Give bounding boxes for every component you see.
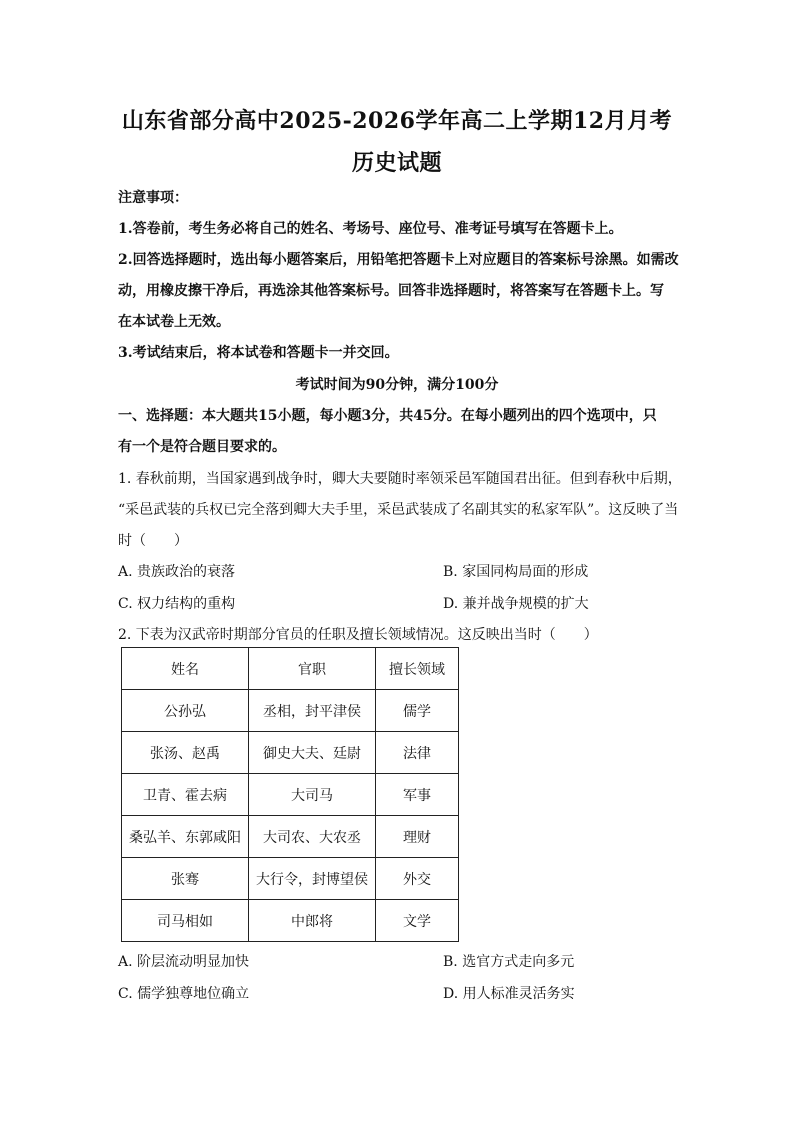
- table-row: [122, 816, 459, 858]
- section-1-line-2: 有一个是符合题目要求的。: [118, 439, 286, 455]
- notice-item-2-line-2: 动，用橡皮擦干净后，再选涂其他答案标号。回答非选择题时，将答案写在答题卡上。写: [118, 283, 664, 299]
- question-1-line-2: “采邑武装的兵权已完全落到卿大夫手里，采邑武装成了名副其实的私家军队”。这反映了当: [118, 502, 679, 518]
- table-cell: 理财: [376, 816, 459, 858]
- table-cell: 中郎将: [249, 900, 376, 942]
- table-header: 官职: [249, 648, 376, 690]
- table-cell: 大司马: [249, 774, 376, 816]
- table-header: 擅长领域: [376, 648, 459, 690]
- section-1-line-1: 一、选择题：本大题共15小题，每小题3分，共45分。在每小题列出的四个选项中，只: [118, 408, 657, 424]
- table-cell: 文学: [376, 900, 459, 942]
- question-1-line-3: 时（ ）: [118, 533, 188, 549]
- table-cell: 张骞: [122, 858, 249, 900]
- table-cell: 外交: [376, 858, 459, 900]
- table-cell: 军事: [376, 774, 459, 816]
- table-header-row: [122, 648, 459, 690]
- notice-heading: 注意事项：: [118, 190, 188, 206]
- question-2-option-a: A. 阶层流动明显加快: [118, 954, 250, 970]
- question-2-stem: 2. 下表为汉武帝时期部分官员的任职及擅长领域情况。这反映出当时（ ）: [118, 627, 598, 643]
- notice-item-2-line-1: 2.回答选择题时，选出每小题答案后，用铅笔把答题卡上对应题目的答案标号涂黑。如需改: [118, 252, 679, 268]
- table-cell: 大行令，封博望侯: [249, 858, 376, 900]
- question-2-option-c: C. 儒学独尊地位确立: [118, 986, 250, 1002]
- table-row: [122, 858, 459, 900]
- table-cell: 丞相，封平津侯: [249, 690, 376, 732]
- table-row: [122, 732, 459, 774]
- table-cell: 大司农、大农丞: [249, 816, 376, 858]
- officials-table: [121, 647, 459, 942]
- table-row: [122, 900, 459, 942]
- question-1-line-1: 1. 春秋前期，当国家遇到战争时，卿大夫要随时率领采邑军随国君出征。但到春秋中后期，: [118, 471, 682, 487]
- table-cell: 御史大夫、廷尉: [249, 732, 376, 774]
- question-1-option-b: B. 家国同构局面的形成: [443, 564, 589, 580]
- table-cell: 公孙弘: [122, 690, 249, 732]
- table-cell: 司马相如: [122, 900, 249, 942]
- table-row: [122, 774, 459, 816]
- question-1-option-a: A. 贵族政治的衰落: [118, 564, 236, 580]
- question-2-option-d: D. 用人标准灵活务实: [443, 986, 575, 1002]
- table-cell: 张汤、赵禹: [122, 732, 249, 774]
- table-cell: 桑弘羊、东郭咸阳: [122, 816, 249, 858]
- question-1-option-c: C. 权力结构的重构: [118, 596, 236, 612]
- notice-item-1: 1.答卷前，考生务必将自己的姓名、考场号、座位号、准考证号填写在答题卡上。: [118, 221, 623, 237]
- question-1-option-d: D. 兼并战争规模的扩大: [443, 596, 589, 612]
- table-cell: 儒学: [376, 690, 459, 732]
- exam-subtitle: 历史试题: [351, 150, 442, 176]
- exam-title: 山东省部分高中2025-2026学年高二上学期12月月考: [121, 108, 673, 134]
- notice-item-3: 3.考试结束后，将本试卷和答题卡一并交回。: [118, 345, 399, 361]
- table-row: [122, 690, 459, 732]
- notice-item-2-line-3: 在本试卷上无效。: [118, 314, 230, 330]
- question-2-option-b: B. 选官方式走向多元: [443, 954, 575, 970]
- table-header: 姓名: [122, 648, 249, 690]
- table-cell: 法律: [376, 732, 459, 774]
- exam-info: 考试时间为90分钟，满分100分: [295, 377, 499, 393]
- table-cell: 卫青、霍去病: [122, 774, 249, 816]
